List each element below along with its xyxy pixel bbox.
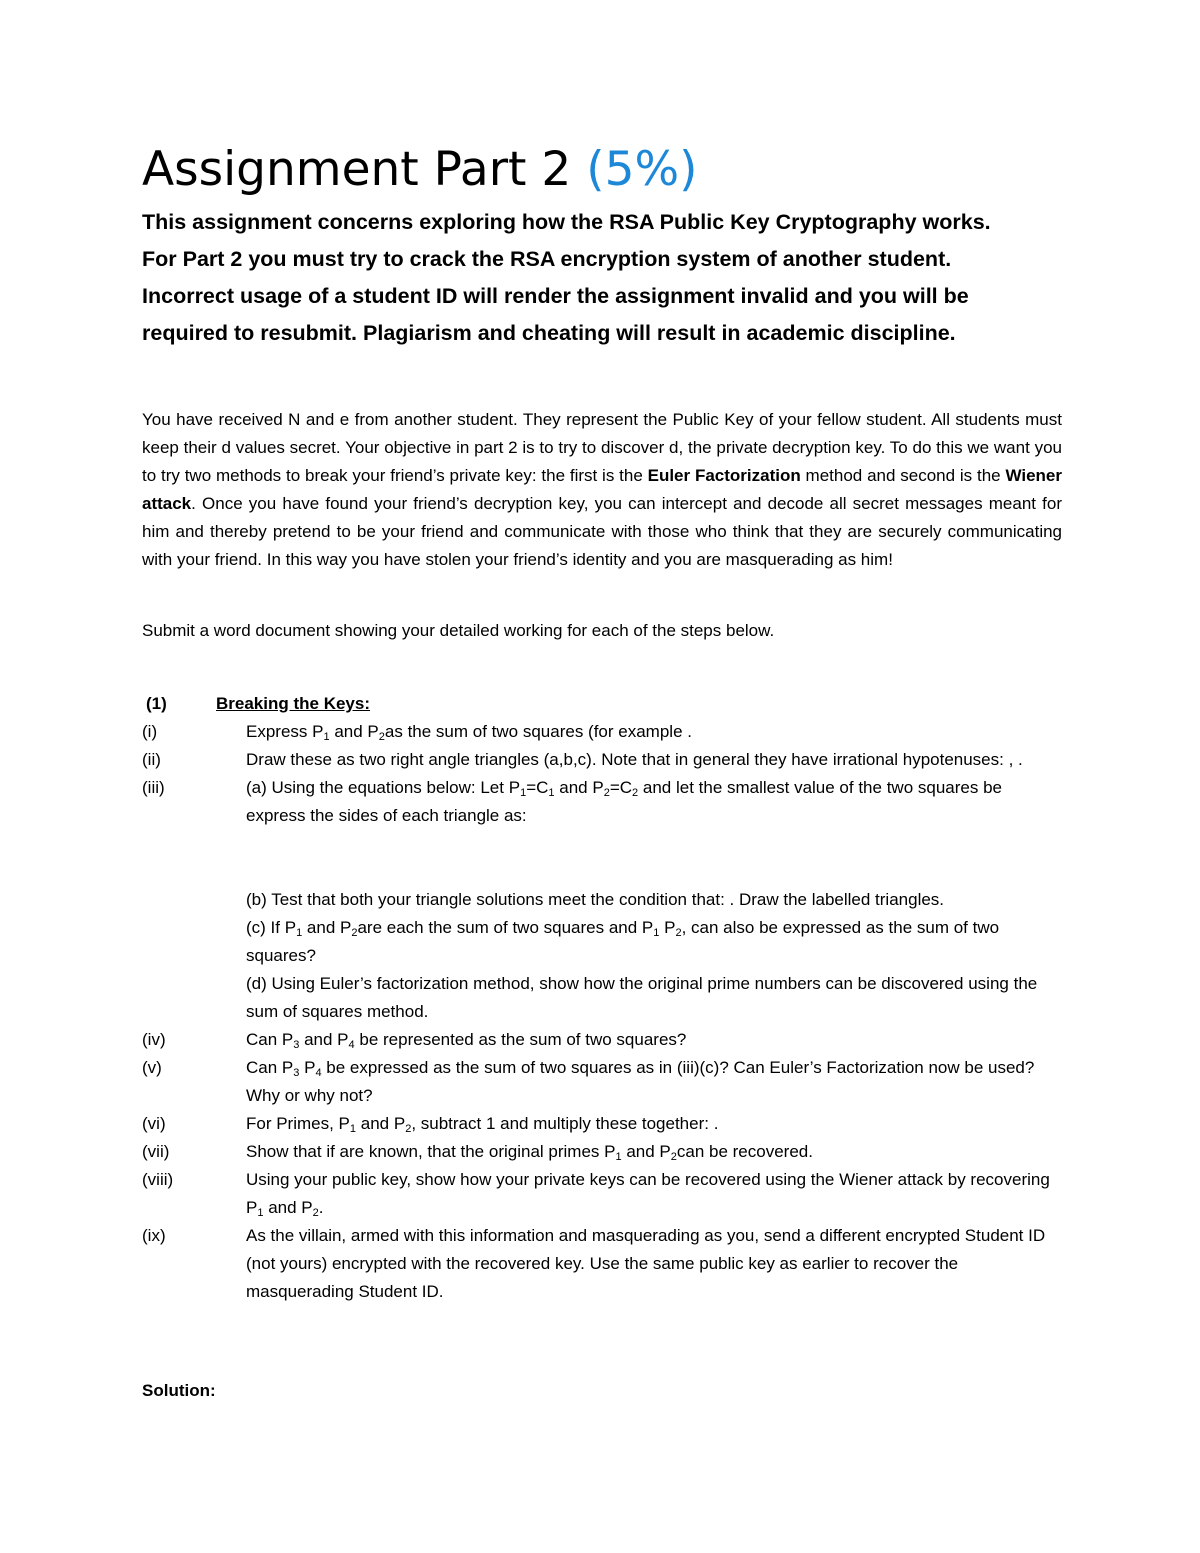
list-item — [142, 1026, 1062, 1054]
sub-item-d: (d) Using Euler’s factorization method, show how the original prime numbers can be discovered using the sum of squares method. — [246, 974, 1038, 1021]
text-run: You have received N and e from another student. They represent the Public Key of your fellow student. All students must keep their d values secret. Your objective in part 2 is to try to discover d, the private decryption key. To do this we want you to try two methods to break your friend’s private key: the first is the — [142, 410, 1062, 485]
equation-gap — [246, 830, 1062, 886]
objective-paragraph — [142, 406, 1062, 574]
list-item — [142, 1110, 1062, 1138]
title-main: Assignment Part 2 — [142, 142, 587, 197]
item-number: (v) — [142, 1058, 162, 1077]
item-number: (vi) — [142, 1114, 166, 1133]
list-item — [142, 746, 1062, 774]
item-text: Draw these as two right angle triangles (a,b,c). Note that in general they have irrational hypotenuses: , . — [246, 750, 1023, 769]
submit-instruction: Submit a word document showing your detailed working for each of the steps below. — [142, 621, 775, 640]
item-number: (iii) — [142, 778, 165, 797]
text-run: . Once you have found your friend’s decryption key, you can intercept and decode all secret messages meant for him and thereby pretend to be your friend and communicate with those who think that they are securely communicating with your friend. In this way you have stolen your friend’s identity and you are masquerading as him! — [142, 494, 1062, 569]
item-text: Can $P_3$ and $P_4$ be represented as the sum of two squares? — [246, 1030, 687, 1051]
item-text — [246, 774, 1062, 1026]
heading-text: Breaking the Keys: — [216, 694, 370, 713]
item-number: (ii) — [142, 750, 161, 769]
item-text: Show that if are known, that the original primes $P_1$ and $P_2can$ be recovered. — [246, 1142, 813, 1163]
intro-line: Incorrect usage of a student ID will render the assignment invalid and you will be — [142, 284, 969, 308]
item-text: Using your public key, show how your private keys can be recovered using the Wiener attack by recovering $P_1$ and $P_2$. — [246, 1170, 1050, 1219]
text-run: method and second is the — [800, 466, 1006, 485]
item-number: (vii) — [142, 1142, 170, 1161]
item-text: For Primes, $P_1$ and $P_2$, subtract 1 and multiply these together: . — [246, 1114, 719, 1135]
item-text: As the villain, armed with this information and masquerading as you, send a different encrypted Student ID (not yours) encrypted with the recovered key. Use the same public key as earlier to recover the masquerading Student ID. — [246, 1226, 1046, 1301]
item-number: (iv) — [142, 1030, 166, 1049]
sub-item-b: (b) Test that both your triangle solutions meet the condition that: . Draw the labelled triangles. — [246, 890, 945, 909]
body-paragraph — [142, 406, 1062, 574]
heading-number: (1) — [146, 694, 167, 713]
list-item — [142, 1222, 1062, 1306]
item-text: Can $P_3$ $P_4$ be expressed as the sum of two squares as in (iii)(c)? Can Euler’s Factorization now be used? Why or why not? — [246, 1058, 1035, 1105]
euler-keyword: Euler Factorization — [647, 466, 801, 485]
solution-heading: Solution: — [142, 1381, 216, 1400]
intro-line: This assignment concerns exploring how the RSA Public Key Cryptography works. — [142, 210, 991, 234]
list-heading — [142, 690, 1062, 718]
intro-paragraph — [142, 204, 1082, 352]
list-item — [142, 718, 1062, 746]
list-item — [142, 1054, 1062, 1110]
list-item — [142, 1166, 1062, 1222]
task-list — [142, 690, 1062, 1306]
sub-item-c: (c) If $P_1$ and $P_2are$ each the sum of two squares and $P_1$ $P_2$, can also be expressed as the sum of two squares? — [246, 918, 1000, 965]
page-title — [142, 140, 697, 200]
wiener-keyword: Wiener attack — [142, 466, 1062, 513]
list-item — [142, 774, 1062, 1026]
intro-line: required to resubmit. Plagiarism and cheating will result in academic discipline. — [142, 321, 956, 345]
item-number: (i) — [142, 722, 158, 741]
item-number: (ix) — [142, 1226, 166, 1245]
sub-item-a: (a) Using the equations below: Let $P_1=C_1$ and $P_2=C_2$ and let the smallest value of the two squares be express the sides of each triangle as: — [246, 778, 1002, 825]
intro-line: For Part 2 you must try to crack the RSA encryption system of another student. — [142, 247, 952, 271]
list-item — [142, 1138, 1062, 1166]
item-number: (viii) — [142, 1170, 174, 1189]
item-text: Express $P_1$ and $P_2as$ the sum of two squares (for example . — [246, 722, 692, 743]
title-percentage: (5%) — [586, 142, 698, 197]
